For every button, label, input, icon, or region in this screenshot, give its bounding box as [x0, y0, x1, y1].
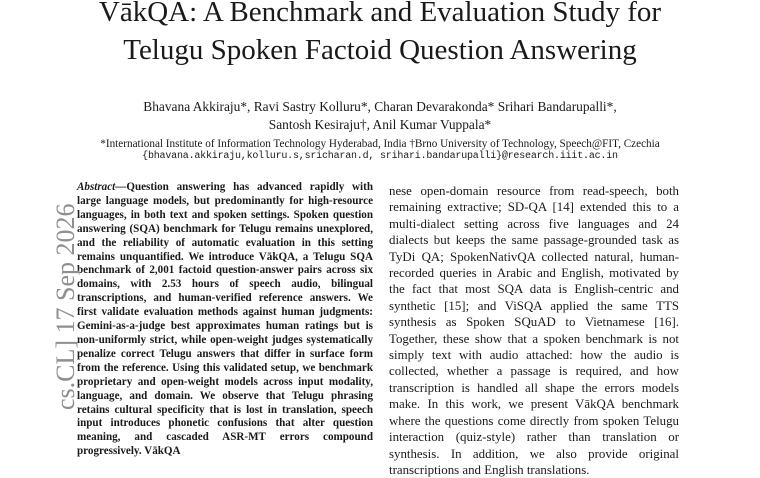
- paper-title-line-1: VākQA: A Benchmark and Evaluation Study for: [98, 0, 662, 28]
- paper-title-line-2: Telugu Spoken Factoid Question Answering: [123, 34, 637, 66]
- affiliations: *International Institute of Information Technology Hyderabad, India †Brno University of Technology, Speech@FIT, Czechia: [100, 138, 660, 150]
- abstract-text: —Question answering has advanced rapidly with large language models, but predominantly for high-resource languages, in both text and spoken settings. Spoken question answering (SQA) benchmark for Telugu remains unexplored, and the reliability of automatic evaluation in this setting remains unquantified. We introduce VākQA, a Telugu SQA benchmark of 2,001 factoid question-answer pairs across six domains, with 2.53 hours of speech audio, bilingual transcriptions, and human-verified reference answers. We first validate evaluation methods against human judgments: Gemini-as-a-judge best approximates human ratings but is non-uniformly strict, while open-weight judges systematically penalize correct Telugu answers that differ in surface form from the reference. Using this validated setup, we benchmark proprietary and open-weight models across input modality, language, and domain. We observe that Telugu phrasing retains cultural specificity that is lost in translation, speech input introduces phonetic confusions that alter question meaning, and cascaded ASR-MT errors compound progressively. VākQA: [77, 181, 373, 458]
- author-list-line-2: Santosh Kesiraju†, Anil Kumar Vuppala*: [268, 117, 492, 132]
- abstract-label: Abstract: [77, 181, 116, 193]
- abstract-column: [77, 181, 373, 458]
- author-emails: {bhavana.akkiraju,kolluru.s,sricharan.d, srihari.bandarupalli}@research.iiit.ac.in: [142, 151, 618, 162]
- arxiv-side-stamp: cs.CL] 17 Sep 2026: [51, 203, 80, 410]
- author-list-line-1: Bhavana Akkiraju*, Ravi Sastry Kolluru*, Charan Devarakonda* Srihari Bandarupalli*,: [143, 99, 617, 114]
- abstract-paragraph: [77, 181, 373, 459]
- body-paragraph: nese open-domain resource from read-speech, both remaining extractive; SD-QA [14] extended this to a multi-dialect setting across five languages and 24 dialects but keeps the same passage-grounded task as TyDi QA; SpokenNativQA collected natural, human-recorded queries in Arabic and English, motivated by the fact that most SQA data is English-centric and synthetic [15]; and ViSQA applied the same TTS synthesis as Spoken SQuAD to Vietnamese [16]. Together, these show that a spoken benchmark is not simply text with audio attached: how the audio is collected, whether a passage is required, and how transcription is handled all shape the errors models make. In this work, we present VākQA benchmark where the questions come directly from spoken Telugu interaction (quiz-style) rather than translation or synthesis. In addition, we also provide original transcriptions and English translations.: [389, 184, 679, 477]
- body-right-column: [389, 183, 679, 477]
